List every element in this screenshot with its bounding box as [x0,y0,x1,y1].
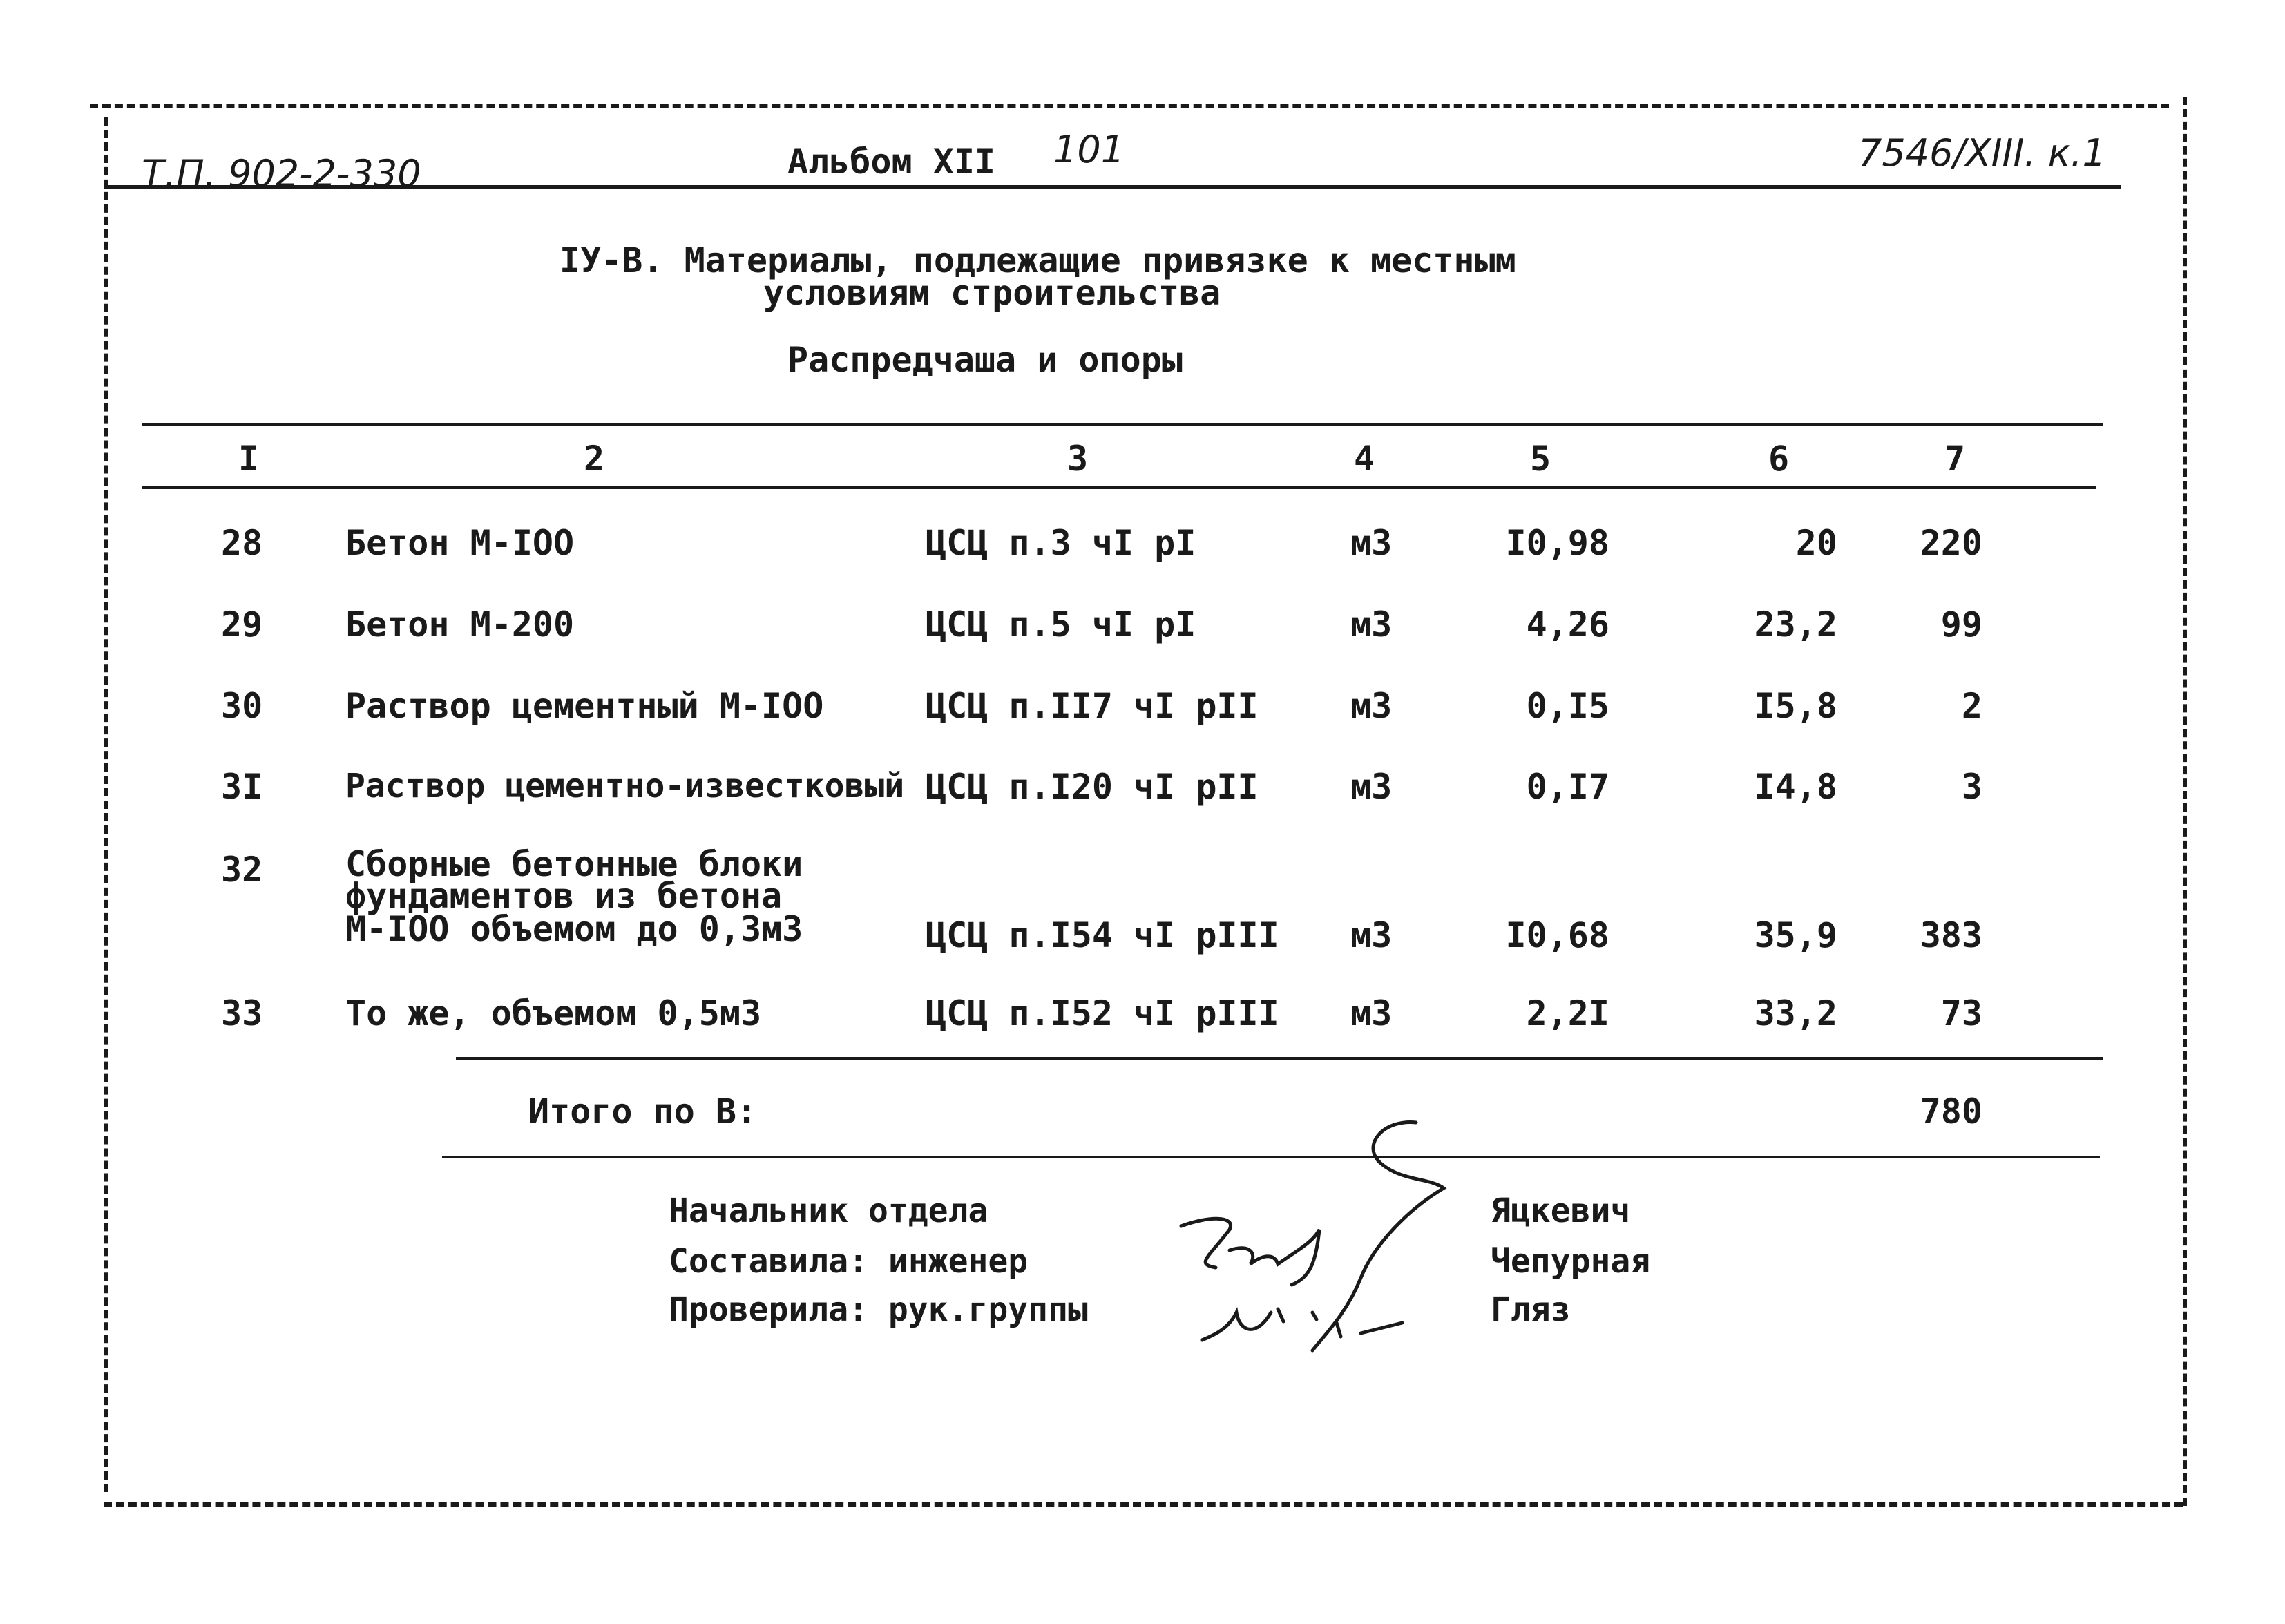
inventory-number: 7546/XIII. к.1 [1858,131,2106,175]
row-ref: ЦСЦ п.II7 чI рII [926,686,1259,726]
title-line1: IУ-В. Материалы, подлежащие привязке к местным [560,240,1516,280]
frame-top [90,104,2169,108]
name-head: Яцкевич [1491,1192,1631,1230]
row-num: 30 [221,686,263,726]
row-price: I5,8 [1754,686,1837,726]
name-checker: Гляз [1491,1290,1571,1329]
row-total: 3 [1961,767,1982,807]
row-num: 32 [221,850,263,890]
row-unit: м3 [1350,686,1393,726]
row-num: 29 [221,604,263,644]
row-unit: м3 [1350,915,1393,955]
row-name: Раствор цементно-известковый [345,767,905,805]
row-total: 73 [1940,993,1982,1033]
row-qty: 4,26 [1526,604,1609,644]
handwritten-signatures [1154,1105,1513,1368]
row-total: 383 [1920,915,1982,955]
frame-left [104,117,108,1492]
col-header-3: 3 [1067,439,1089,479]
row-unit: м3 [1350,993,1393,1033]
row-price: I4,8 [1754,767,1837,807]
total-value: 780 [1920,1091,1982,1131]
col-header-7: 7 [1944,439,1966,479]
row-name: То же, объемом 0,5м3 [345,993,762,1033]
col-header-2: 2 [583,439,605,479]
row-total: 99 [1940,604,1982,644]
row-num: 28 [221,523,263,563]
row-ref: ЦСЦ п.3 чI рI [926,523,1196,563]
title-line2: условиям строительства [763,273,1221,313]
row-num: 33 [221,993,263,1033]
row-unit: м3 [1350,767,1393,807]
header-rule [104,185,2121,189]
page-number: 101 [1053,128,1125,171]
row-name-line3: М-IOO объемом до 0,3м3 [345,909,803,949]
col-header-5: 5 [1529,439,1551,479]
row-name-line2: фундаментов из бетона [345,876,783,916]
total-rule-top [456,1057,2103,1060]
col-header-6: 6 [1768,439,1790,479]
row-price: 33,2 [1754,993,1837,1033]
col-header-1: I [238,439,260,479]
role-head: Начальник отдела [669,1192,988,1230]
row-ref: ЦСЦ п.5 чI рI [926,604,1196,644]
table-header-rule [142,486,2096,489]
row-price: 23,2 [1754,604,1837,644]
tp-code: Т.П. 902-2-330 [142,152,421,195]
row-qty: 2,2I [1526,993,1609,1033]
row-name-line1: Сборные бетонные блоки [345,844,803,884]
row-qty: 0,I5 [1526,686,1609,726]
row-ref: ЦСЦ п.I52 чI рIII [926,993,1279,1033]
row-ref: ЦСЦ п.I20 чI рII [926,767,1259,807]
row-price: 35,9 [1754,915,1837,955]
row-num: 3I [221,767,263,807]
col-header-4: 4 [1353,439,1375,479]
frame-bottom [104,1502,2183,1507]
row-name: Бетон М-IOO [345,523,575,563]
name-engineer: Чепурная [1491,1242,1651,1281]
frame-right [2183,97,2187,1506]
subtitle: Распредчаша и опоры [787,340,1183,380]
row-qty: I0,68 [1505,915,1609,955]
role-checker: Проверила: рук.группы [669,1290,1088,1329]
row-total: 2 [1961,686,1982,726]
row-qty: I0,98 [1505,523,1609,563]
row-unit: м3 [1350,604,1393,644]
row-price: 20 [1795,523,1837,563]
row-total: 220 [1920,523,1982,563]
row-qty: 0,I7 [1526,767,1609,807]
row-unit: м3 [1350,523,1393,563]
row-ref: ЦСЦ п.I54 чI рIII [926,915,1279,955]
table-top-rule [142,423,2103,426]
row-name: Бетон М-200 [345,604,575,644]
album-label: Альбом XII [787,142,996,182]
total-label: Итого по В: [528,1091,758,1131]
role-engineer: Составила: инженер [669,1242,1029,1281]
row-name: Раствор цементный М-IOO [345,686,824,726]
